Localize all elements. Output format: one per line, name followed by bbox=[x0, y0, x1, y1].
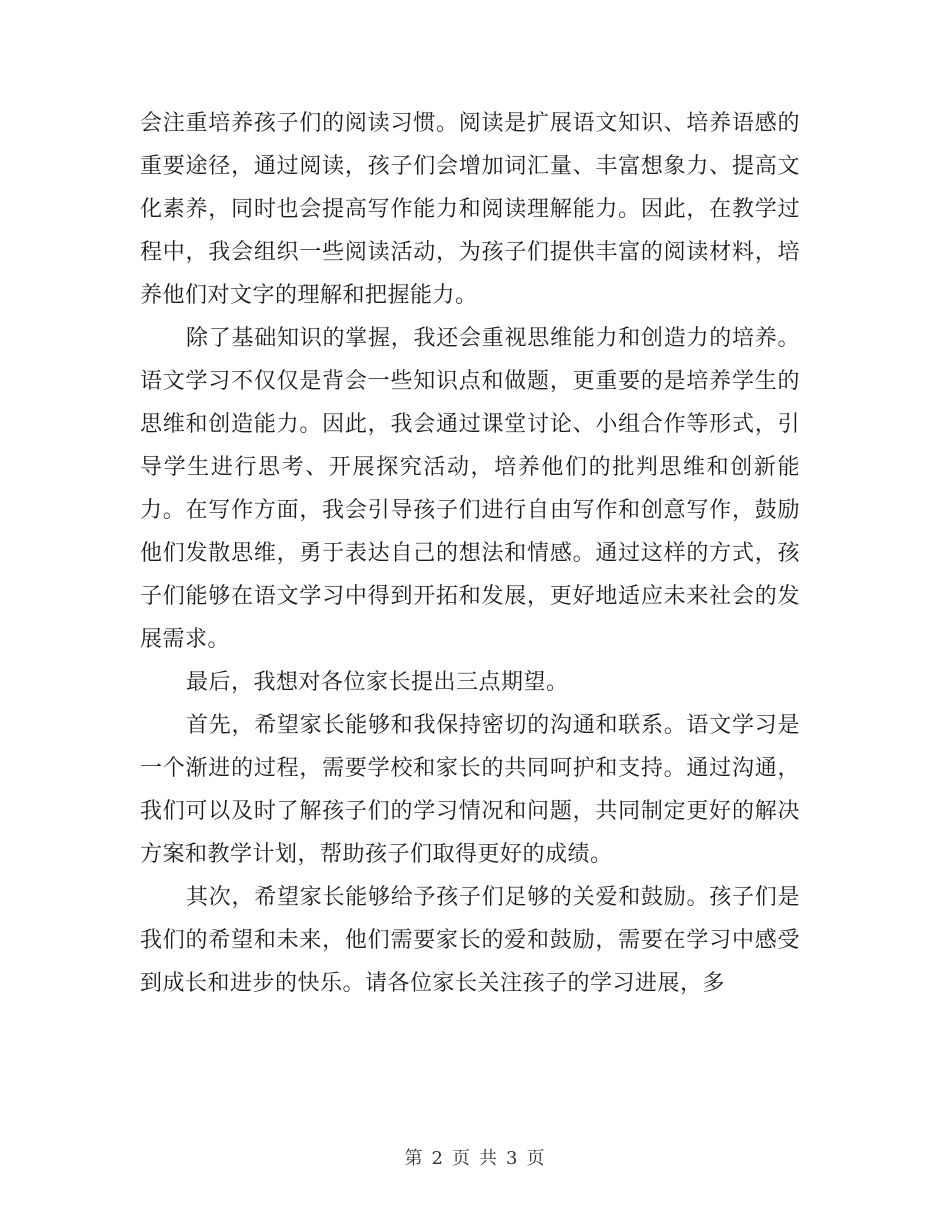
footer-current-page: 2 bbox=[431, 1148, 444, 1169]
paragraph-2: 除了基础知识的掌握，我还会重视思维能力和创造力的培养。语文学习不仅仅是背会一些知识点和做题，更重要的是培养学生的思维和创造能力。因此，我会通过课堂讨论、小组合作等形式，引导学生进行思考、开展探究活动，培养他们的批判思维和创新能力。在写作方面，我会引导孩子们进行自由写作和创意写作，鼓励他们发散思维，勇于表达自己的想法和情感。通过这样的方式，孩子们能够在语文学习中得到开拓和发展，更好地适应未来社会的发展需求。 bbox=[140, 326, 800, 652]
footer-page-label: 页 bbox=[452, 1148, 471, 1169]
footer-total-label: 共 bbox=[479, 1148, 498, 1169]
document-body bbox=[140, 102, 800, 1005]
footer-total-pages: 3 bbox=[506, 1148, 519, 1169]
paragraph-3: 最后，我想对各位家长提出三点期望。 bbox=[186, 670, 569, 695]
paragraph-1: 会注重培养孩子们的阅读习惯。阅读是扩展语文知识、培养语感的重要途径，通过阅读，孩子们会增加词汇量、丰富想象力、提高文化素养，同时也会提高写作能力和阅读理解能力。因此，在教学过程中，我会组织一些阅读活动，为孩子们提供丰富的阅读材料，培养他们对文字的理解和把握能力。 bbox=[140, 111, 800, 308]
page-footer bbox=[0, 1147, 950, 1171]
paragraph-5: 其次，希望家长能够给予孩子们足够的关爱和鼓励。孩子们是我们的希望和未来，他们需要家长的爱和鼓励，需要在学习中感受到成长和进步的快乐。请各位家长关注孩子的学习进展，多 bbox=[140, 885, 800, 996]
paragraph-4: 首先，希望家长能够和我保持密切的沟通和联系。语文学习是一个渐进的过程，需要学校和家长的共同呵护和支持。通过沟通，我们可以及时了解孩子们的学习情况和问题，共同制定更好的解决方案和教学计划，帮助孩子们取得更好的成绩。 bbox=[140, 713, 800, 867]
footer-suffix: 页 bbox=[526, 1148, 546, 1169]
footer-prefix: 第 bbox=[404, 1148, 424, 1169]
